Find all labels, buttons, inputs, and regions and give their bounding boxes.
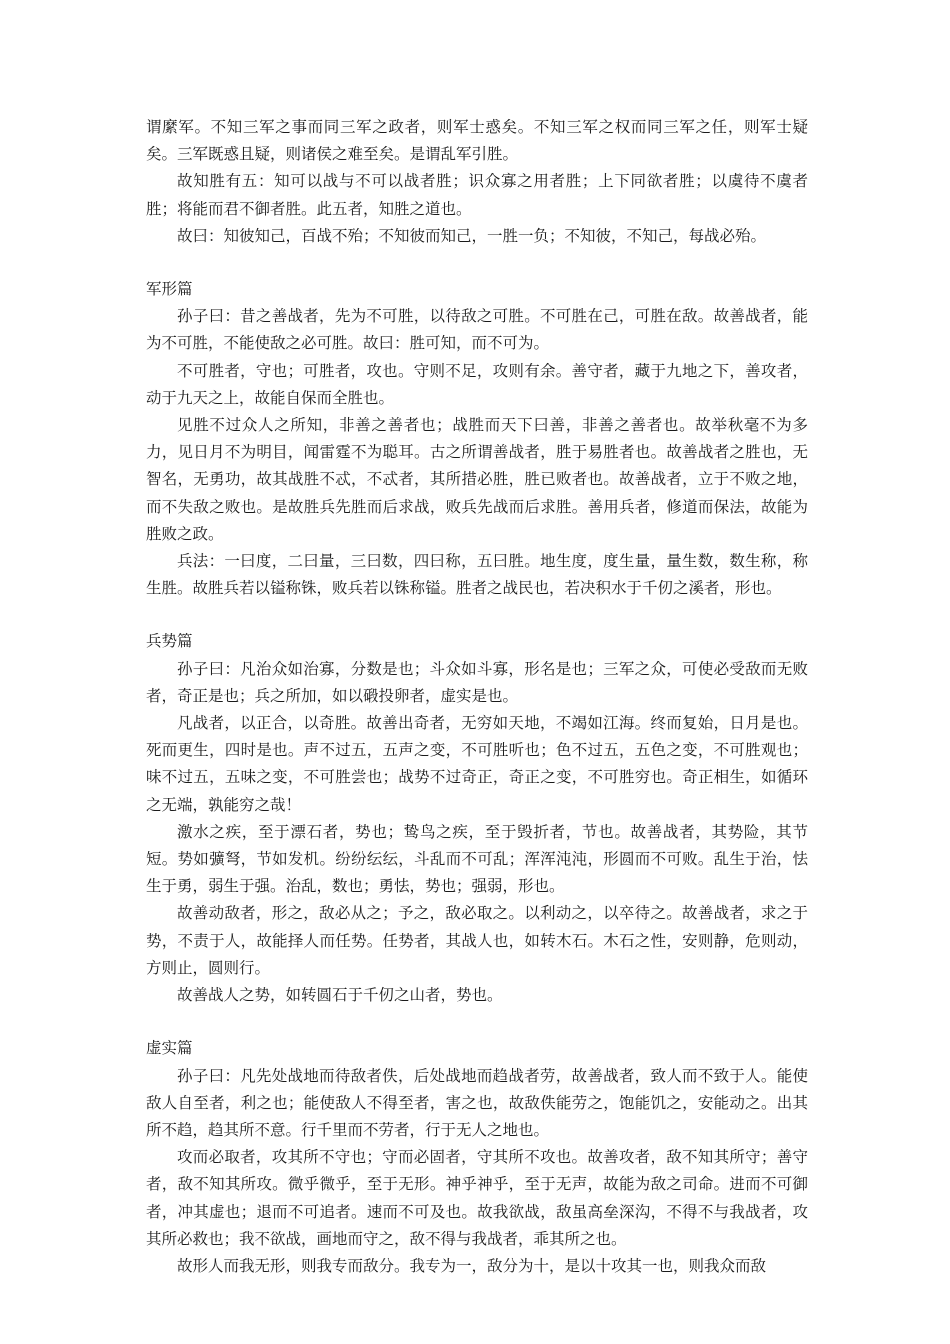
paragraph: 故善动敌者，形之，敌必从之；予之，敌必取之。以利动之，以卒待之。故善战者，求之于势，不责于人，故能择人而任势。任势者，其战人也，如转木石。木石之性，安则静，危则动，方则止，圆则行。 — [146, 904, 808, 977]
paragraph: 激水之疾，至于漂石者，势也；鸷鸟之疾，至于毁折者，节也。故善战者，其势险，其节短。势如彍弩，节如发机。纷纷纭纭，斗乱而不可乱；浑浑沌沌，形圆而不可败。乱生于治，怯生于勇，弱生于强。治乱，数也；勇怯，势也；强弱，形也。 — [146, 822, 808, 896]
paragraph: 不可胜者，守也；可胜者，攻也。守则不足，攻则有余。善守者，藏于九地之下，善攻者，动于九天之上，故能自保而全胜也。 — [146, 361, 808, 407]
paragraph: 凡战者，以正合，以奇胜。故善出奇者，无穷如天地，不竭如江海。终而复始，日月是也。死而更生，四时是也。声不过五，五声之变，不可胜听也；色不过五，五色之变，不可胜观也；味不过五，五味之变，不可胜尝也；战势不过奇正，奇正之变，不可胜穷也。奇正相生，如循环之无端，孰能穷之哉！ — [146, 714, 808, 814]
paragraph: 孙子曰：昔之善战者，先为不可胜，以待敌之可胜。不可胜在己，可胜在敌。故善战者，能为不可胜，不能使敌之必可胜。故曰：胜可知，而不可为。 — [146, 307, 808, 353]
section-bingshi — [146, 628, 808, 1009]
paragraph: 谓縻军。不知三军之事而同三军之政者，则军士惑矣。不知三军之权而同三军之任，则军士疑矣。三军既惑且疑，则诸侯之难至矣。是谓乱军引胜。 — [146, 118, 808, 164]
section-heading: 兵势篇 — [146, 632, 193, 651]
paragraph: 故形人而我无形，则我专而敌分。我专为一，敌分为十，是以十攻其一也，则我众而敌 — [177, 1256, 767, 1275]
paragraph: 故曰：知彼知己，百战不殆；不知彼而知己，一胜一负；不知彼，不知己，每战必殆。 — [177, 226, 767, 245]
section-heading: 军形篇 — [146, 280, 193, 299]
section-intro — [146, 114, 808, 250]
paragraph: 故善战人之势，如转圆石于千仞之山者，势也。 — [177, 986, 503, 1005]
section-heading: 虚实篇 — [146, 1039, 193, 1058]
section-xushi — [146, 1035, 808, 1280]
paragraph: 见胜不过众人之所知，非善之善者也；战胜而天下曰善，非善之善者也。故举秋毫不为多力，见日月不为明目，闻雷霆不为聪耳。古之所谓善战者，胜于易胜者也。故善战者之胜也，无智名，无勇功，故其战胜不忒，不忒者，其所措必胜，胜已败者也。故善战者，立于不败之地，而不失敌之败也。是故胜兵先胜而后求战，败兵先战而后求胜。善用兵者，修道而保法，故能为胜败之政。 — [146, 416, 808, 543]
paragraph: 孙子曰：凡治众如治寡，分数是也；斗众如斗寡，形名是也；三军之众，可使必受敌而无败者，奇正是也；兵之所加，如以碫投卵者，虚实是也。 — [146, 659, 808, 705]
paragraph: 孙子曰：凡先处战地而待敌者佚，后处战地而趋战者劳，故善战者，致人而不致于人。能使敌人自至者，利之也；能使敌人不得至者，害之也，故敌佚能劳之，饱能饥之，安能动之。出其所不趋，趋其所不意。行千里而不劳者，行于无人之地也。 — [146, 1066, 808, 1139]
section-junxing — [146, 276, 808, 602]
document-page — [146, 114, 808, 1280]
paragraph: 兵法：一曰度，二曰量，三曰数，四曰称，五曰胜。地生度，度生量，量生数，数生称，称生胜。故胜兵若以镒称铢，败兵若以铢称镒。胜者之战民也，若决积水于千仞之溪者，形也。 — [146, 552, 808, 598]
paragraph: 攻而必取者，攻其所不守也；守而必固者，守其所不攻也。故善攻者，敌不知其所守；善守者，敌不知其所攻。微乎微乎，至于无形。神乎神乎，至于无声，故能为敌之司命。进而不可御者，冲其虚也；退而不可追者。速而不可及也。故我欲战，敌虽高垒深沟，不得不与我战者，攻其所必救也；我不欲战，画地而守之，敌不得与我战者，乖其所之也。 — [146, 1148, 808, 1248]
paragraph: 故知胜有五：知可以战与不可以战者胜；识众寡之用者胜；上下同欲者胜；以虞待不虞者胜；将能而君不御者胜。此五者，知胜之道也。 — [146, 172, 808, 218]
